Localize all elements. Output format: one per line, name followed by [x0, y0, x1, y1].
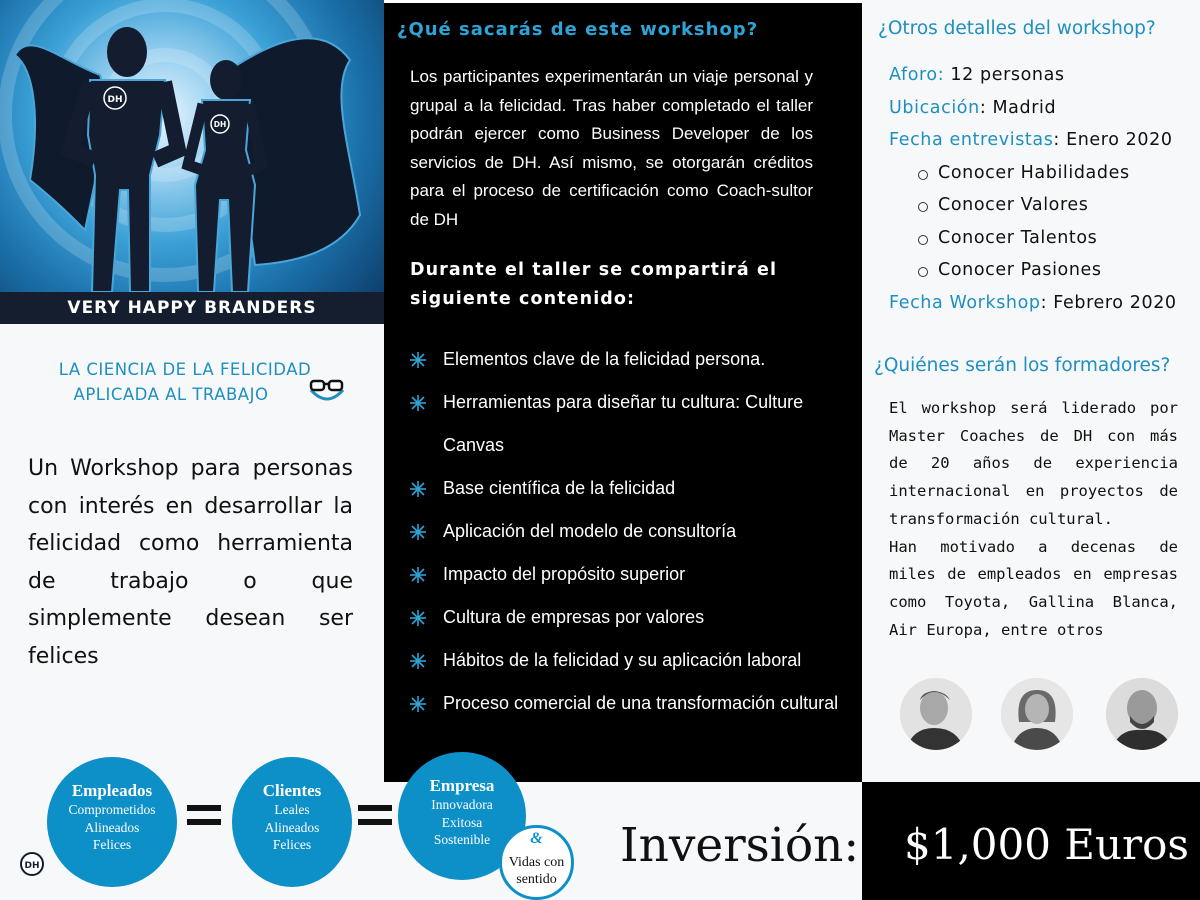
detail-fecha-entrevistas: Fecha entrevistas: Enero 2020: [889, 130, 1173, 150]
hero-illustration: [0, 0, 384, 292]
equals-sign: [358, 805, 392, 833]
list-item: Herramientas para diseñar tu cultura: Culture Canvas: [406, 381, 846, 467]
glasses-smile-icon: [307, 378, 347, 404]
asterisk-icon: [410, 610, 426, 626]
subtitle-line-2: APLICADA AL TRABAJO: [73, 385, 269, 404]
details-list: [889, 59, 1177, 319]
asterisk-icon: [410, 481, 426, 497]
intro-text: Un Workshop para personas con interés en desarrollar la felicidad como herramienta de trabajo o que simplemente desean ser felices: [28, 456, 353, 669]
dh-logo-icon: [20, 852, 44, 876]
asterisk-icon: [410, 696, 426, 712]
takeaways-heading: ¿Qué sacarás de este workshop?: [397, 19, 759, 40]
avatar: [900, 678, 972, 750]
superhero-illustration: [0, 0, 384, 292]
trainers-text: [889, 395, 1178, 644]
asterisk-icon: [410, 653, 426, 669]
list-item: Conocer Valores: [917, 189, 1177, 222]
person-icon: [900, 678, 972, 750]
price: $1,000 Euros: [904, 820, 1189, 869]
list-item: Cultura de empresas por valores: [406, 596, 846, 639]
detail-ubicacion: Ubicación: Madrid: [889, 97, 1057, 118]
avatar: [1106, 678, 1178, 750]
details-heading: ¿Otros detalles del workshop?: [878, 18, 1156, 39]
takeaways-paragraph: Los participantes experimentarán un viaje personal y grupal a la felicidad. Tras haber completado el taller podrán ejercer como Business Developer de los servicios de DH. Así mismo, se otorgarán créditos para el proceso de certificación como Coach-sultor de DH: [410, 67, 813, 229]
subtitle-line-1: LA CIENCIA DE LA FELICIDAD: [58, 360, 312, 379]
list-item: Impacto del propósito superior: [406, 553, 846, 596]
list-item: Aplicación del modelo de consultoría: [406, 510, 846, 553]
svg-text:DH: DH: [107, 95, 123, 105]
list-item: Elementos clave de la felicidad persona.: [406, 338, 846, 381]
investment-label: Inversión:: [620, 818, 860, 873]
circle-empresa: Empresa Innovadora Exitosa Sostenible: [398, 752, 526, 880]
asterisk-icon: [410, 352, 426, 368]
asterisk-icon: [410, 395, 426, 411]
list-item: Conocer Pasiones: [917, 254, 1177, 287]
svg-text:DH: DH: [213, 120, 227, 129]
list-item: Hábitos de la felicidad y su aplicación laboral: [406, 639, 846, 682]
detail-aforo: Aforo: 12 personas: [889, 65, 1065, 85]
asterisk-icon: [410, 524, 426, 540]
list-item: Proceso comercial de una transformación cultural: [406, 682, 846, 725]
person-icon: [1106, 678, 1178, 750]
trainers-paragraph-1: El workshop será liderado por Master Coaches de DH con más de 20 años de experiencia internacional en proyectos de transformación cultural.: [889, 399, 1178, 528]
asterisk-icon: [410, 567, 426, 583]
subtitle: [20, 357, 350, 407]
circle-empleados: Empleados Comprometidos Alineados Felices: [47, 757, 177, 887]
list-item: Base científica de la felicidad: [406, 467, 846, 510]
trainers-paragraph-2: Han motivado a decenas de miles de empleados en empresas como Toyota, Gallina Blanca, Air Europa, entre otros: [889, 537, 1178, 639]
brand-banner: VERY HAPPY BRANDERS: [0, 292, 384, 324]
content-subheading: Durante el taller se compartirá el siguiente contenido:: [410, 260, 778, 309]
person-icon: [1001, 678, 1073, 750]
list-item: Conocer Habilidades: [917, 157, 1177, 190]
interview-topics: [889, 157, 1177, 287]
detail-fecha-workshop: Fecha Workshop: Febrero 2020: [889, 292, 1177, 313]
content-panel: [384, 3, 862, 782]
equals-sign: [187, 805, 221, 833]
avatar: [1001, 678, 1073, 750]
trainers-heading: ¿Quiénes serán los formadores?: [874, 355, 1171, 376]
list-item: Conocer Talentos: [917, 222, 1177, 255]
svg-text:DH: DH: [24, 861, 40, 871]
content-list: [406, 338, 846, 725]
vidas-con-sentido-badge: & Vidas con sentido: [499, 825, 574, 900]
circle-clientes: Clientes Leales Alineados Felices: [232, 757, 352, 887]
